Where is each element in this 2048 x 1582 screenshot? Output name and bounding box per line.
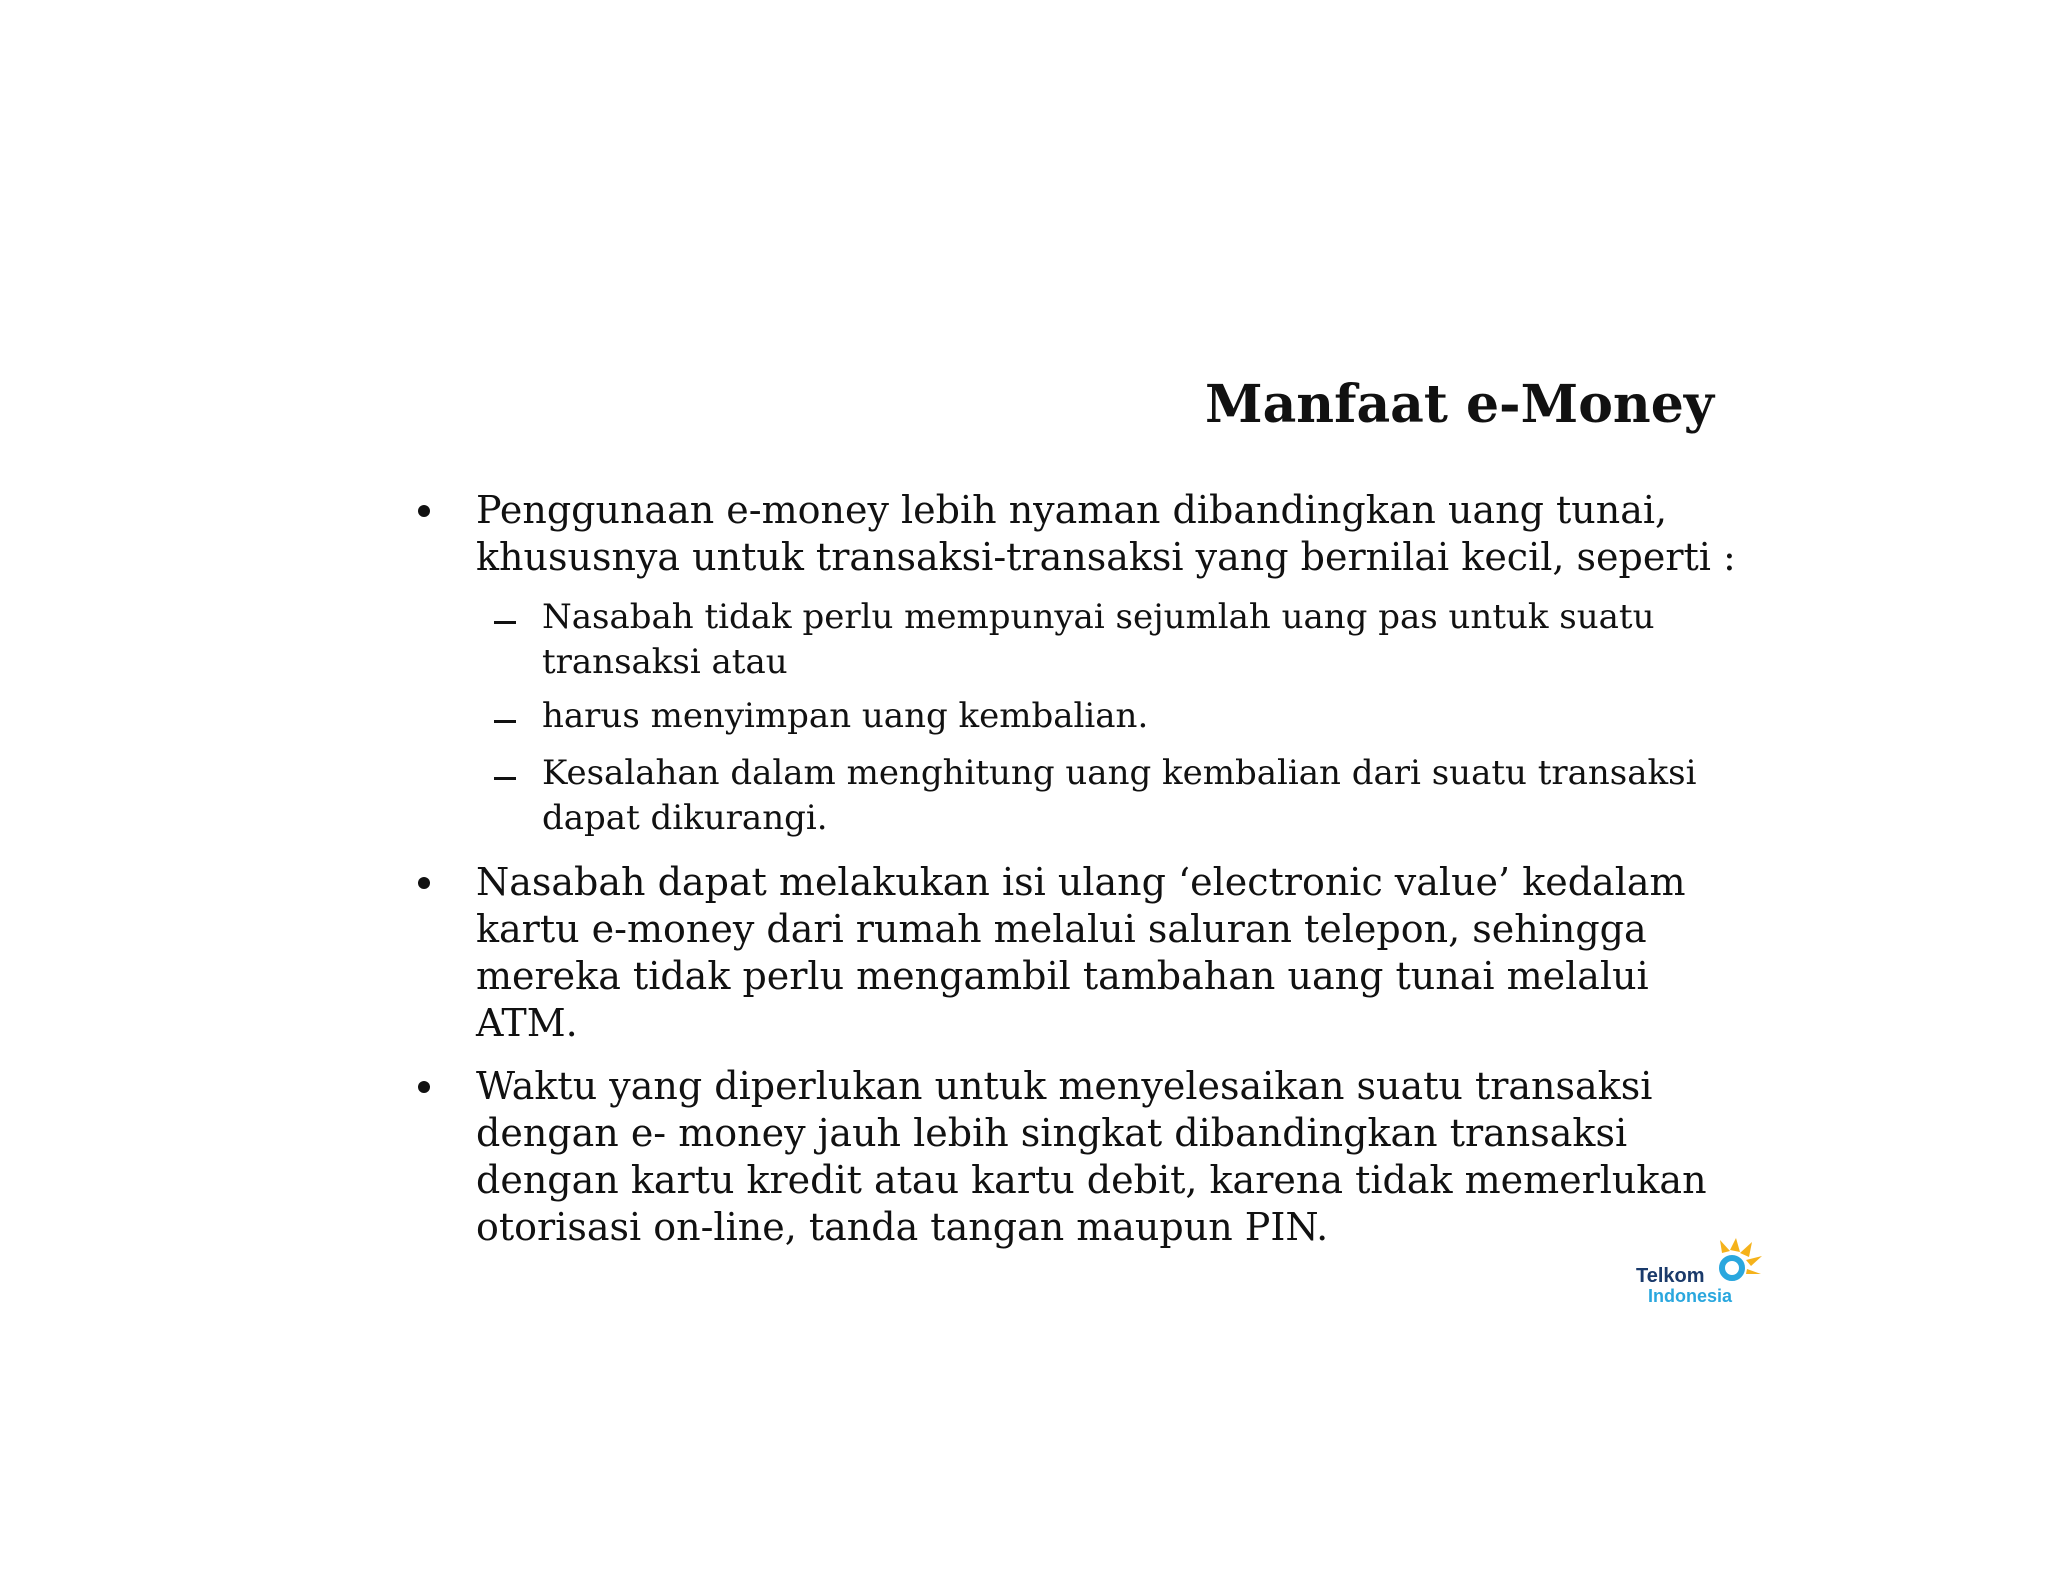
- bullet-dot-icon: [418, 877, 430, 889]
- subitem-text-line: harus menyimpan uang kembalian.: [542, 696, 1149, 736]
- slide-title: Manfaat e-Money: [1205, 374, 1714, 435]
- subitem-text-line: Nasabah tidak perlu mempunyai sejumlah uang pas untuk suatu: [542, 597, 1655, 637]
- dash-icon: [494, 720, 516, 723]
- bullet-text-line: otorisasi on-line, tanda tangan maupun PIN.: [476, 1205, 1329, 1249]
- subitem-text-line: dapat dikurangi.: [542, 798, 828, 838]
- dash-icon: [494, 777, 516, 780]
- subitem-text-line: transaksi atau: [542, 642, 788, 682]
- bullet-text-line: khususnya untuk transaksi-transaksi yang bernilai kecil, seperti :: [476, 535, 1736, 579]
- ring-icon: [1722, 1258, 1742, 1278]
- logo-line2: Indonesia: [1648, 1286, 1733, 1306]
- subitem-text-line: Kesalahan dalam menghitung uang kembalian dari suatu transaksi: [542, 753, 1697, 793]
- logo-line1: Telkom: [1636, 1265, 1705, 1287]
- bullet-dot-icon: [418, 505, 430, 517]
- bullet-text-line: Nasabah dapat melakukan isi ulang ‘electronic value’ kedalam: [476, 860, 1686, 904]
- bullet-text-line: mereka tidak perlu mengambil tambahan uang tunai melalui: [476, 954, 1649, 998]
- bullet-text-line: dengan kartu kredit atau kartu debit, karena tidak memerlukan: [476, 1158, 1707, 1202]
- bullet-text-line: dengan e- money jauh lebih singkat dibandingkan transaksi: [476, 1111, 1628, 1155]
- dash-icon: [494, 621, 516, 624]
- bullet-dot-icon: [418, 1081, 430, 1093]
- telkom-indonesia-logo: [1634, 1236, 1766, 1308]
- bullet-text-line: Penggunaan e-money lebih nyaman dibandingkan uang tunai,: [476, 488, 1668, 532]
- bullet-text-line: Waktu yang diperlukan untuk menyelesaikan suatu transaksi: [476, 1064, 1653, 1108]
- bullet-text-line: kartu e-money dari rumah melalui saluran telepon, sehingga: [476, 907, 1647, 951]
- bullet-text-line: ATM.: [476, 1001, 578, 1045]
